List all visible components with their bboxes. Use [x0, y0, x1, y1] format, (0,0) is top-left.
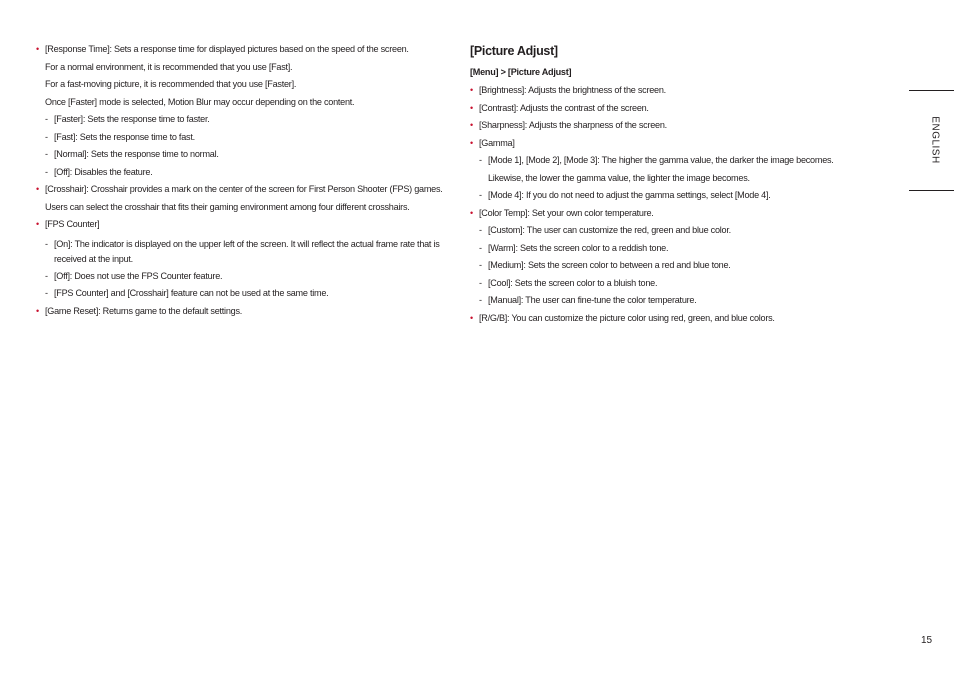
- gamma-modes: - [Mode 1], [Mode 2], [Mode 3]: The higher the gamma value, the darker the image becomes.: [470, 155, 870, 173]
- game-reset-item: • [Game Reset]: Returns game to the default settings.: [36, 306, 446, 324]
- color-temp-warm: - [Warm]: Sets the screen color to a reddish tone.: [470, 243, 870, 261]
- fps-counter-on: - [On]: The indicator is displayed on the upper left of the screen. It will reflect the actual frame rate that is received at the input.: [36, 237, 446, 271]
- language-rule-top: [909, 90, 954, 91]
- crosshair-item: • [Crosshair]: Crosshair provides a mark on the center of the screen for First Person Shooter (FPS) games.: [36, 184, 446, 202]
- gamma-item: • [Gamma]: [470, 138, 870, 156]
- color-temp-item: • [Color Temp]: Set your own color temperature.: [470, 208, 870, 226]
- sharpness-item: • [Sharpness]: Adjusts the sharpness of the screen.: [470, 120, 870, 138]
- right-column: [470, 44, 870, 330]
- fps-counter-item: • [FPS Counter]: [36, 219, 446, 237]
- response-time-normal: - [Normal]: Sets the response time to normal.: [36, 149, 446, 167]
- response-time-faster: - [Faster]: Sets the response time to faster.: [36, 114, 446, 132]
- section-heading: [Picture Adjust]: [470, 44, 558, 58]
- rgb-item: • [R/G/B]: You can customize the picture color using red, green, and blue colors.: [470, 313, 870, 331]
- contrast-item: • [Contrast]: Adjusts the contrast of the screen.: [470, 103, 870, 121]
- response-time-fast: - [Fast]: Sets the response time to fast.: [36, 132, 446, 150]
- color-temp-cool: - [Cool]: Sets the screen color to a bluish tone.: [470, 278, 870, 296]
- gamma-mode4: - [Mode 4]: If you do not need to adjust the gamma settings, select [Mode 4].: [470, 190, 870, 208]
- gamma-modes-note: Likewise, the lower the gamma value, the lighter the image becomes.: [488, 172, 750, 183]
- fps-counter-off: - [Off]: Does not use the FPS Counter feature.: [36, 271, 446, 289]
- left-column: [36, 44, 446, 323]
- brightness-item: • [Brightness]: Adjusts the brightness of the screen.: [470, 85, 870, 103]
- crosshair-note: Users can select the crosshair that fits their gaming environment among four different crosshairs.: [45, 201, 410, 212]
- color-temp-medium: - [Medium]: Sets the screen color to between a red and blue tone.: [470, 260, 870, 278]
- response-time-note-fast: For a fast-moving picture, it is recommended that you use [Faster].: [45, 79, 297, 89]
- response-time-note-blur: Once [Faster] mode is selected, Motion Blur may occur depending on the content.: [45, 96, 355, 107]
- response-time-off: - [Off]: Disables the feature.: [36, 167, 446, 185]
- fps-counter-note: - [FPS Counter] and [Crosshair] feature can not be used at the same time.: [36, 288, 446, 306]
- color-temp-custom: - [Custom]: The user can customize the red, green and blue color.: [470, 225, 870, 243]
- language-rule-bottom: [909, 190, 954, 191]
- color-temp-manual: - [Manual]: The user can fine-tune the color temperature.: [470, 295, 870, 313]
- language-label: ENGLISH: [929, 116, 941, 164]
- language-tab: [909, 90, 954, 191]
- page-number: 15: [921, 635, 933, 646]
- menu-path: [Menu] > [Picture Adjust]: [470, 67, 572, 77]
- response-time-item: • [Response Time]: Sets a response time for displayed pictures based on the speed of the screen.: [36, 44, 446, 62]
- response-time-note-normal: For a normal environment, it is recommended that you use [Fast].: [45, 61, 293, 72]
